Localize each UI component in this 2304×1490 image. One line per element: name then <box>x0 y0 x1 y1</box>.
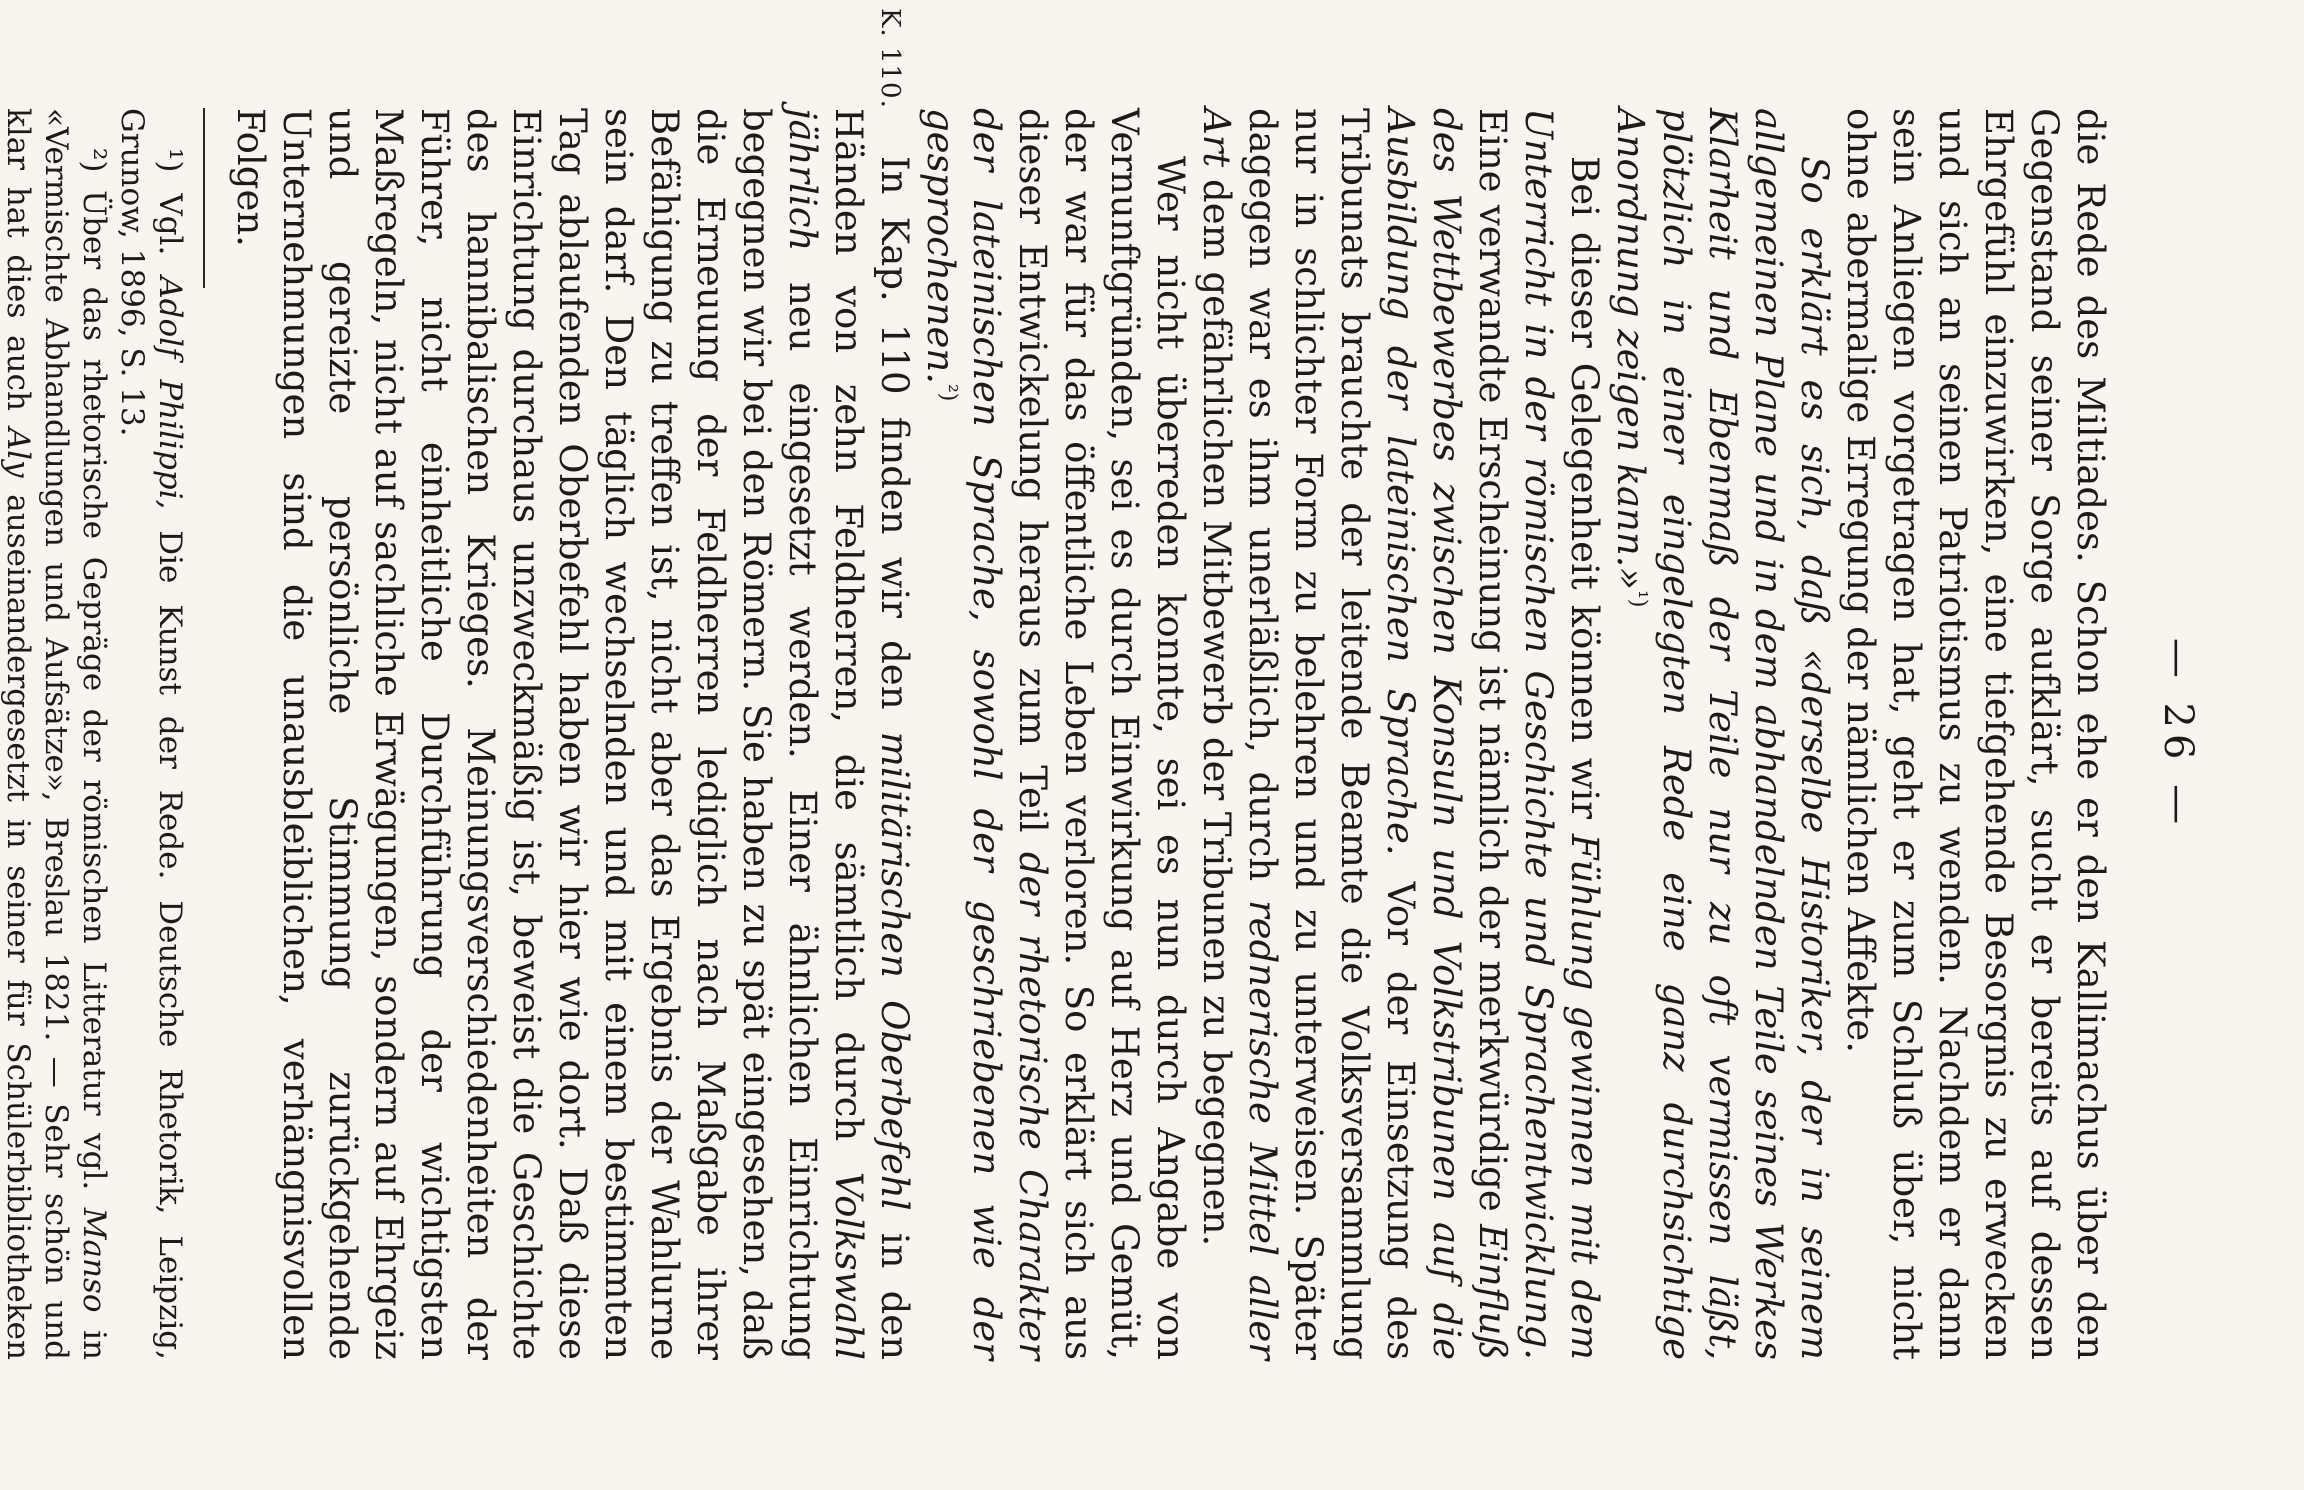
text-run: Die Kunst der Rede. Deutsche Rhetorik, Leipzig, Grunow, 1896, S. 13. <box>114 108 188 1360</box>
footnote <box>0 108 113 1360</box>
italic-text: militärischen Oberbefehl <box>873 731 916 1211</box>
text-run: Vor der Einsetzung des Tribunats brauchte der leitende Beamte die Volksversammlung nur in schlichter Form zu belehren und zu unterweisen. Später dagegen war es ihm unerläßlich, durch <box>1241 108 1422 1360</box>
italic-text: Adolf Philippi, <box>152 276 188 510</box>
text-run: in «Vermischte Abhandlungen und Aufsätze», Breslau 1821. — Sehr schön und klar hat dies auch <box>0 108 112 1360</box>
text-run: Eine verwandte Erscheinung ist nämlich der merkwürdige <box>1471 108 1514 1225</box>
italic-text: Manso <box>76 1207 112 1313</box>
paragraph <box>1607 108 1837 1360</box>
italic-text: Fühlung gewinnen mit dem Unterricht in der römischen Geschichte und Sprachentwicklung. <box>1517 108 1606 1361</box>
text-run: dem gefährlichen Mitbewerb der Tribunen zu begegnen. <box>1195 167 1238 1247</box>
italic-text: So erklärt es sich, daß «derselbe Historiker, der in seinem allgemeinen Plane und in dem abhandelnden Teile seines Werkes Klarheit und Ebenmaß der Teile nur zu oft vermissen läßt, plötzlich in einer eingelegten Rede eine ganz durchsichtige Anordnung zeigen kann.» <box>1609 108 1836 1360</box>
footnote-marker: ²) <box>935 383 961 402</box>
text-run: die Rede des Miltiades. Schon ehe er den Kallimachus über den Gegenstand seiner Sorge aufklärt, sucht er bereits auf dessen Ehrgefühl einzuwirken, eine tiefgehende Besorgnis zu erwecken und sich an seinen Patriotismus zu wenden. Nachdem er dann sein Anliegen vorgetragen hat, geht er zum Schluß über, nicht ohne abermalige Erregung der nämlichen Affekte. <box>1839 108 2112 1360</box>
paragraph <box>917 108 1193 1360</box>
italic-text: Einfluß des Wettbewerbes zwischen Konsuln und Volkstribunen auf die Ausbildung der lateinischen Sprache. <box>1379 108 1514 1360</box>
footnote <box>113 108 189 1360</box>
paragraph <box>1193 108 1607 1360</box>
page-number: — 26 — <box>2155 637 2201 831</box>
footnote-marker: ¹) <box>1625 590 1651 608</box>
italic-text: rednerische Mittel aller Art <box>1195 108 1284 1360</box>
italic-text: Aly <box>0 427 36 478</box>
margin-reference: K. 110. <box>875 8 905 109</box>
text-run: In Kap. 110 finden wir den <box>873 156 916 732</box>
text-run: Bei dieser Gelegenheit können wir <box>1563 156 1606 834</box>
text-run: auseinandergesetzt in seiner für Schülerbibliotheken <box>0 494 36 1360</box>
footnote-rule <box>203 108 205 288</box>
italic-text: der rhetorische Charakter der lateinischen Sprache, sowohl der geschriebenen wie der gesprochenen. <box>919 108 1054 1361</box>
kap-110-section <box>227 8 917 1361</box>
paragraph <box>227 108 917 1360</box>
text-run: ²) Über das rhetorische Gepräge der römischen Litteratur vgl. <box>76 148 112 1208</box>
text-run: neu eingesetzt werden. Einer ähnlichen Einrichtung begegnen wir bei den Römern. Sie haben zu spät eingesehen, daß die Erneuung der Feldherren lediglich nach Maßgabe ihrer Befähigung zu treffen ist, nicht aber das Ergebnis der Wahlurne sein darf. Den täglich wechselnden und mit einem bestimmten Tag ablaufenden Oberbefehl haben wir hier wie dort. Daß diese Einrichtung durchaus unzweckmäßig ist, beweist die Geschichte des hannibalischen Krieges. Meinungsverschiedenheiten der Führer, nicht einheitliche Durchführung der wichtigsten Maßregeln, nicht auf sachliche Erwägungen, sondern auf Ehrgeiz und gereizte persönliche Stimmung zurückgehende Unternehmungen sind die unausbleiblichen, verhängnisvollen Folgen. <box>229 108 824 1360</box>
body-text <box>227 8 2113 1361</box>
text-run: Wer nicht überreden konnte, sei es nun durch Angabe von Vernunftgründen, sei es durch Einwirkung auf Herz und Gemüt, der war für das öffentliche Leben verloren. So erklärt sich aus dieser Entwickelung heraus zum Teil <box>1011 108 1192 1360</box>
footnotes <box>0 108 189 1360</box>
paragraph <box>1837 108 2113 1360</box>
italic-text: Volkswahl jährlich <box>781 108 870 1360</box>
text-run: ¹) Vgl. <box>152 148 188 277</box>
text-run: in den Händen von zehn Feldherren, die sämtlich durch <box>827 108 916 1361</box>
